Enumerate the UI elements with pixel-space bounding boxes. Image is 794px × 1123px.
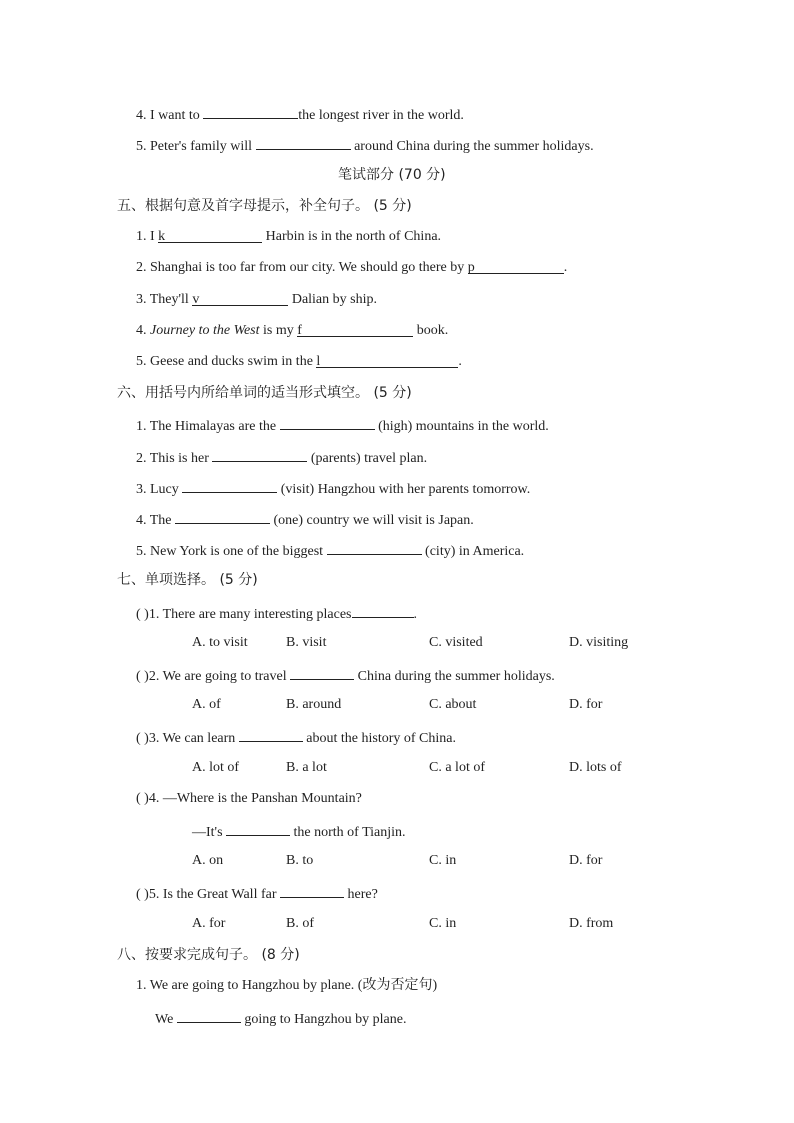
answer-parenthesis[interactable]: ( ) (136, 731, 149, 746)
answer-blank[interactable]: p (468, 259, 564, 274)
answer-blank[interactable] (327, 540, 422, 555)
section-6-item-3: 3. Lucy (visit) Hangzhou with her parents tomorrow. (136, 478, 530, 499)
option-c[interactable]: C. in (429, 916, 457, 931)
section-7-question-2: ( )2. We are going to travel China during the summer holidays. (136, 665, 555, 686)
answer-blank[interactable] (256, 135, 351, 150)
option-d[interactable]: D. from (569, 916, 614, 931)
section-7-question-3: ( )3. We can learn about the history of China. (136, 727, 456, 748)
answer-blank (352, 603, 414, 618)
answer-parenthesis[interactable]: ( ) (136, 607, 149, 622)
answer-blank[interactable] (177, 1008, 241, 1023)
section-6-item-2: 2. This is her (parents) travel plan. (136, 447, 427, 468)
answer-blank[interactable]: l (316, 353, 458, 368)
section-5-item-1: 1. I k Harbin is in the north of China. (136, 229, 442, 244)
option-b[interactable]: B. of (286, 916, 314, 931)
section-8-answer-1: We going to Hangzhou by plane. (155, 1008, 406, 1029)
option-a[interactable]: A. on (192, 853, 224, 868)
option-c[interactable]: C. a lot of (429, 760, 485, 775)
answer-blank (280, 883, 344, 898)
section-5-title: 五、根据句意及首字母提示，补全句子。 (5 分) (117, 198, 412, 214)
section-7-question-5: ( )5. Is the Great Wall far here? (136, 883, 378, 904)
section-6-title: 六、用括号内所给单词的适当形式填空。 (5 分) (117, 385, 412, 401)
answer-blank[interactable] (175, 509, 270, 524)
section-5-item-2: 2. Shanghai is too far from our city. We should go there by p . (136, 260, 568, 275)
option-c[interactable]: C. in (429, 853, 457, 868)
answer-blank[interactable]: f (297, 322, 413, 337)
option-a[interactable]: A. for (192, 916, 226, 931)
option-a[interactable]: A. of (192, 697, 221, 712)
section-7-title: 七、单项选择。 (5 分) (117, 572, 258, 588)
listening-question-5: 5. Peter's family will around China during the summer holidays. (136, 135, 594, 156)
section-5-item-3: 3. They'll v Dalian by ship. (136, 292, 377, 307)
answer-blank (226, 821, 290, 836)
listening-question-4: 4. I want to the longest river in the world. (136, 104, 464, 125)
section-7-question-4-reply: —It's the north of Tianjin. (192, 821, 406, 842)
option-a[interactable]: A. lot of (192, 760, 240, 775)
answer-blank[interactable] (182, 478, 277, 493)
option-a[interactable]: A. to visit (192, 635, 248, 650)
section-7-question-1: ( )1. There are many interesting places . (136, 603, 417, 624)
written-part-heading: 笔试部分 (70 分) (338, 167, 446, 183)
section-5-item-5: 5. Geese and ducks swim in the l . (136, 354, 462, 369)
book-title: Journey to the West (150, 323, 260, 338)
option-b[interactable]: B. visit (286, 635, 327, 650)
section-6-item-1: 1. The Himalayas are the (high) mountains in the world. (136, 415, 549, 436)
option-d[interactable]: D. for (569, 697, 603, 712)
option-d[interactable]: D. for (569, 853, 603, 868)
answer-blank[interactable]: k (158, 228, 262, 243)
answer-blank[interactable]: v (192, 291, 288, 306)
option-b[interactable]: B. to (286, 853, 314, 868)
answer-blank[interactable] (203, 104, 298, 119)
section-5-item-4: 4. Journey to the West is my f book. (136, 323, 449, 338)
section-6-item-4: 4. The (one) country we will visit is Japan. (136, 509, 474, 530)
section-8-title: 八、按要求完成句子。 (8 分) (117, 947, 300, 963)
section-6-item-5: 5. New York is one of the biggest (city) in America. (136, 540, 524, 561)
answer-parenthesis[interactable]: ( ) (136, 791, 149, 806)
answer-parenthesis[interactable]: ( ) (136, 887, 149, 902)
option-d[interactable]: D. visiting (569, 635, 629, 650)
answer-parenthesis[interactable]: ( ) (136, 669, 149, 684)
answer-blank[interactable] (212, 447, 307, 462)
answer-blank[interactable] (280, 415, 375, 430)
option-b[interactable]: B. a lot (286, 760, 327, 775)
section-7-question-4: ( )4. —Where is the Panshan Mountain? (136, 791, 362, 806)
option-c[interactable]: C. about (429, 697, 477, 712)
answer-blank (239, 727, 303, 742)
answer-blank (290, 665, 354, 680)
option-c[interactable]: C. visited (429, 635, 483, 650)
option-d[interactable]: D. lots of (569, 760, 622, 775)
section-8-question-1: 1. We are going to Hangzhou by plane. (改为否定句) (136, 978, 438, 993)
option-b[interactable]: B. around (286, 697, 342, 712)
